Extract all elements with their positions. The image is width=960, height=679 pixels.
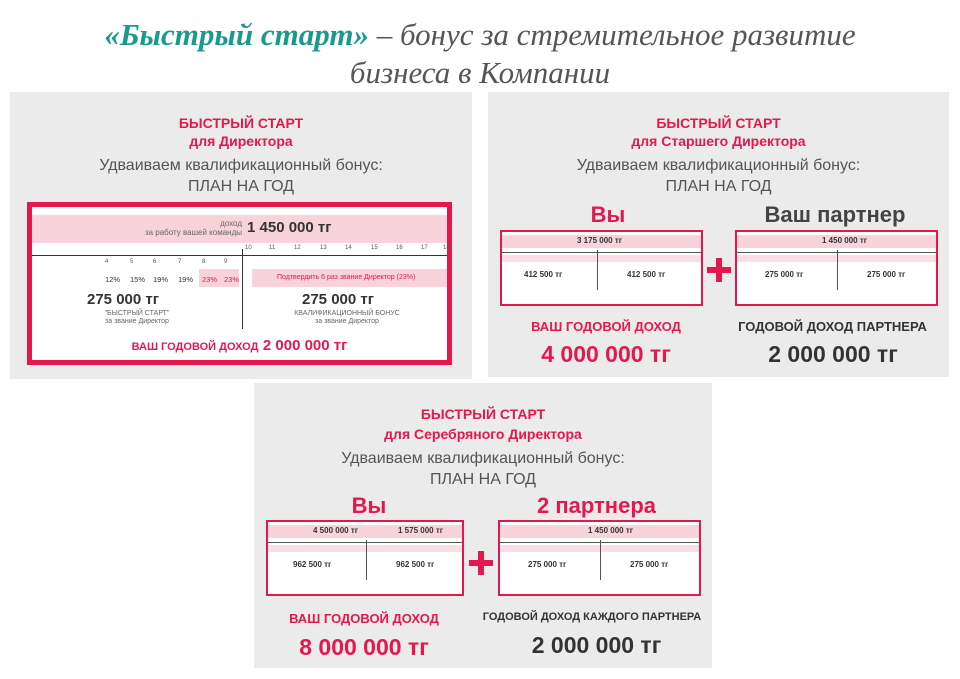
month-tick: 8 — [202, 259, 206, 265]
silver-panel — [254, 383, 712, 668]
percent: 23% — [202, 275, 218, 284]
month-tick: 7 — [178, 259, 182, 265]
right-label: КВАЛИФИКАЦИОННЫЙ БОНУС за звание Директор — [294, 310, 400, 325]
month-tick: 14 — [345, 245, 352, 251]
director-panel — [10, 92, 472, 379]
right-value: 275 000 тг — [302, 291, 374, 308]
month-tick: 12 — [294, 245, 301, 251]
month-tick: 10 — [245, 245, 252, 251]
title-line2: бизнеса в Компании — [349, 55, 611, 90]
percent: 23% — [224, 275, 240, 284]
plus-icon — [469, 551, 493, 575]
month-tick: 18 — [443, 245, 450, 251]
confirm-note: Подтвердить 6 раз звание Директор (23%) — [277, 274, 416, 281]
title-accent: «Быстрый старт» — [104, 17, 369, 52]
month-tick: 5 — [130, 259, 134, 265]
title-rest: – бонус за стремительное развитие — [368, 17, 856, 52]
plus-icon — [707, 258, 731, 282]
partner-label: Ваш партнер — [764, 202, 906, 227]
director-title-2: для Директора — [189, 133, 293, 149]
senior-sub-1: Удваиваем квалификационный бонус: — [576, 157, 861, 174]
partner-income-value: 2 000 000 тг — [768, 341, 898, 367]
you-income-value: 8 000 000 тг — [299, 634, 429, 660]
partner-income-label: ГОДОВОЙ ДОХОД ПАРТНЕРА — [738, 319, 927, 334]
left-label: "БЫСТРЫЙ СТАРТ" за звание Директор — [104, 310, 170, 325]
you-mini-table: 3 175 000 тг 412 500 тг 412 500 тг — [500, 230, 703, 306]
income-value: 1 450 000 тг — [247, 219, 332, 236]
page-title — [0, 16, 960, 92]
senior-sub-2: ПЛАН НА ГОД — [665, 178, 772, 195]
partners-label: 2 партнера — [537, 493, 656, 518]
timeline-axis — [32, 255, 447, 256]
director-plan-table — [27, 202, 452, 365]
silver-sub-2: ПЛАН НА ГОД — [429, 471, 537, 488]
director-title-1: БЫСТРЫЙ СТАРТ — [178, 115, 304, 131]
percent: 19% — [178, 275, 194, 284]
timeline-divider — [242, 249, 243, 329]
you-income-label: ВАШ ГОДОВОЙ ДОХОД — [531, 319, 681, 334]
month-tick: 13 — [320, 245, 327, 251]
director-sub-2: ПЛАН НА ГОД — [187, 178, 295, 195]
month-tick: 9 — [224, 259, 228, 265]
month-tick: 17 — [421, 245, 428, 251]
percent: 19% — [153, 275, 169, 284]
income-label: доход за работу вашей команды — [144, 219, 242, 237]
month-tick: 16 — [396, 245, 403, 251]
senior-title-1: БЫСТРЫЙ СТАРТ — [656, 115, 781, 131]
you-label: Вы — [590, 202, 626, 227]
you-income-label: ВАШ ГОДОВОЙ ДОХОД — [289, 611, 439, 626]
partner-mini-table: 1 450 000 тг 275 000 тг 275 000 тг — [498, 520, 701, 596]
you-mini-table: 4 500 000 тг 1 575 000 тг 962 500 тг 962 500 тг — [266, 520, 464, 596]
left-value: 275 000 тг — [87, 291, 159, 308]
you-label: Вы — [351, 493, 387, 518]
you-income-value: 4 000 000 тг — [541, 341, 671, 367]
annual-income: ВАШ ГОДОВОЙ ДОХОД 2 000 000 тг — [131, 337, 348, 354]
percent: 15% — [130, 275, 146, 284]
silver-title-1: БЫСТРЫЙ СТАРТ — [420, 406, 546, 422]
silver-title-2: для Серебряного Директора — [384, 426, 582, 442]
month-tick: 4 — [105, 259, 109, 265]
month-tick: 11 — [269, 245, 276, 251]
partner-income-value: 2 000 000 тг — [531, 632, 662, 658]
senior-title-2: для Старшего Директора — [631, 133, 806, 149]
month-tick: 15 — [371, 245, 378, 251]
partner-income-label: ГОДОВОЙ ДОХОД КАЖДОГО ПАРТНЕРА — [482, 611, 702, 623]
percent: 12% — [105, 275, 121, 284]
silver-sub-1: Удваиваем квалификационный бонус: — [341, 450, 625, 467]
director-sub-1: Удваиваем квалификационный бонус: — [99, 157, 383, 174]
senior-panel — [488, 92, 949, 377]
month-tick: 6 — [153, 259, 157, 265]
partner-mini-table: 1 450 000 тг 275 000 тг 275 000 тг — [735, 230, 938, 306]
